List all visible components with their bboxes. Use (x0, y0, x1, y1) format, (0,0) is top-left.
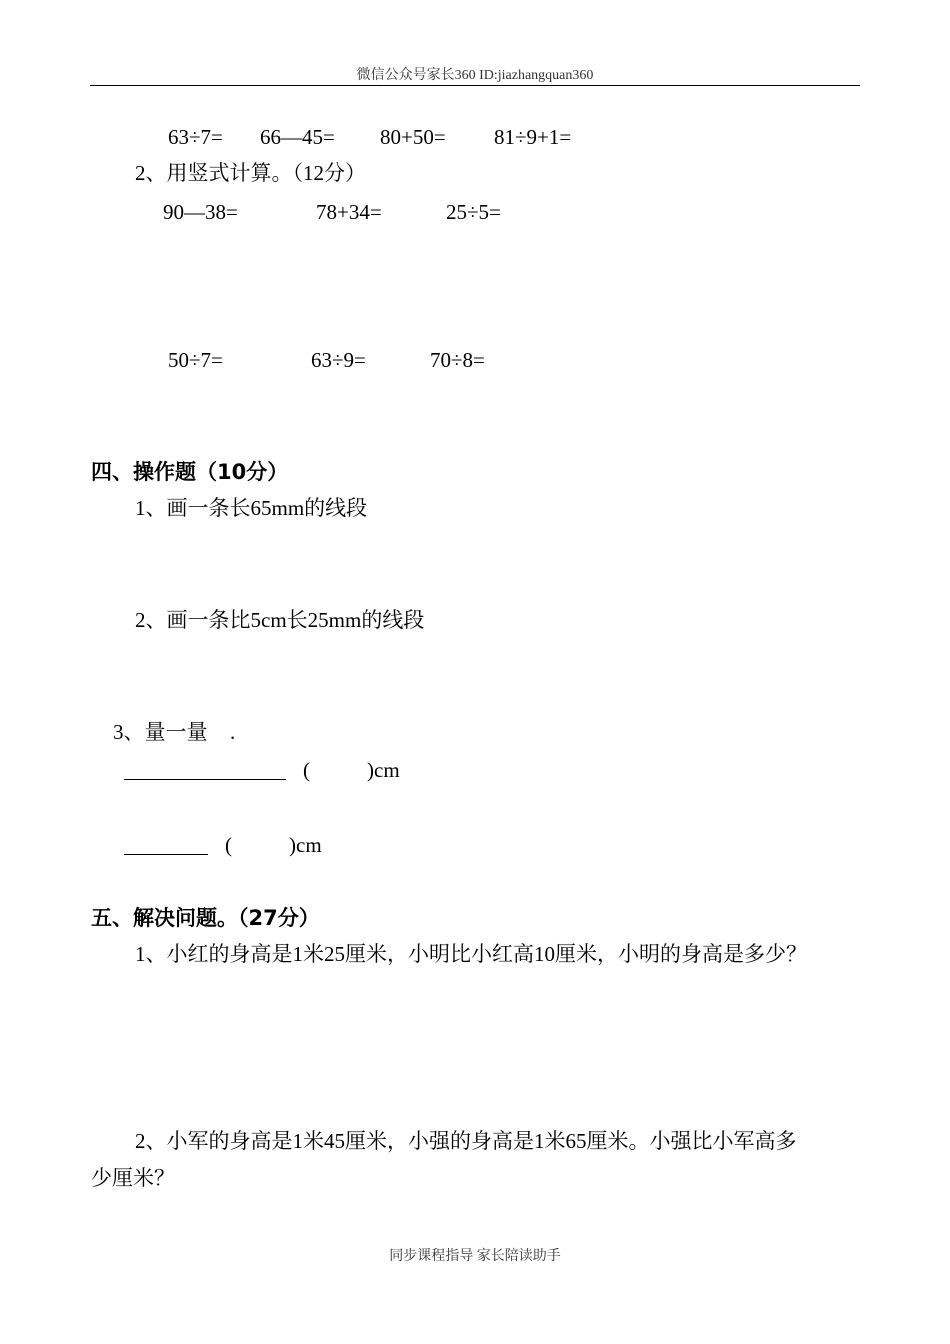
vertical-calc-title: 2、用竖式计算。（12分） (135, 161, 366, 185)
page-footer: 同步课程指导 家长陪读助手 (389, 1249, 561, 1264)
measure-1-open-paren: ( (303, 758, 310, 782)
measure-line-2 (124, 854, 208, 855)
oral-problem-1: 63÷7= (168, 125, 223, 149)
question-3-dot: . (230, 720, 236, 744)
vertical-problem-6: 70÷8= (430, 348, 485, 372)
measure-2-open-paren: ( (225, 833, 232, 857)
vertical-problem-1: 90—38= (163, 200, 238, 224)
measure-1-unit: )cm (367, 758, 400, 782)
section-4-heading: 四、操作题（10分） (91, 460, 289, 484)
oral-problem-4: 81÷9+1= (494, 125, 572, 149)
operation-question-2: 2、画一条比5cm长25mm的线段 (135, 608, 425, 632)
vertical-problem-5: 63÷9= (311, 348, 366, 372)
measure-2-unit: )cm (289, 833, 322, 857)
vertical-problem-2: 78+34= (316, 200, 382, 224)
operation-question-3: 3、量一量 (113, 720, 208, 744)
section-5-heading: 五、解决问题。（27分） (91, 906, 320, 930)
word-problem-1: 1、小红的身高是1米25厘米，小明比小红高10厘米，小明的身高是多少？ (135, 942, 807, 966)
header-divider (90, 85, 860, 86)
vertical-problem-4: 50÷7= (168, 348, 223, 372)
oral-problem-3: 80+50= (380, 125, 446, 149)
page-header: 微信公众号家长360 ID:jiazhangquan360 (356, 68, 594, 83)
word-problem-2-line-1: 2、小军的身高是1米45厘米，小强的身高是1米65厘米。小强比小军高多 (135, 1129, 797, 1153)
operation-question-1: 1、画一条长65mm的线段 (135, 496, 368, 520)
measure-line-1 (124, 779, 286, 780)
word-problem-2-line-2: 少厘米？ (91, 1166, 175, 1190)
oral-problem-2: 66—45= (260, 125, 335, 149)
vertical-problem-3: 25÷5= (446, 200, 501, 224)
